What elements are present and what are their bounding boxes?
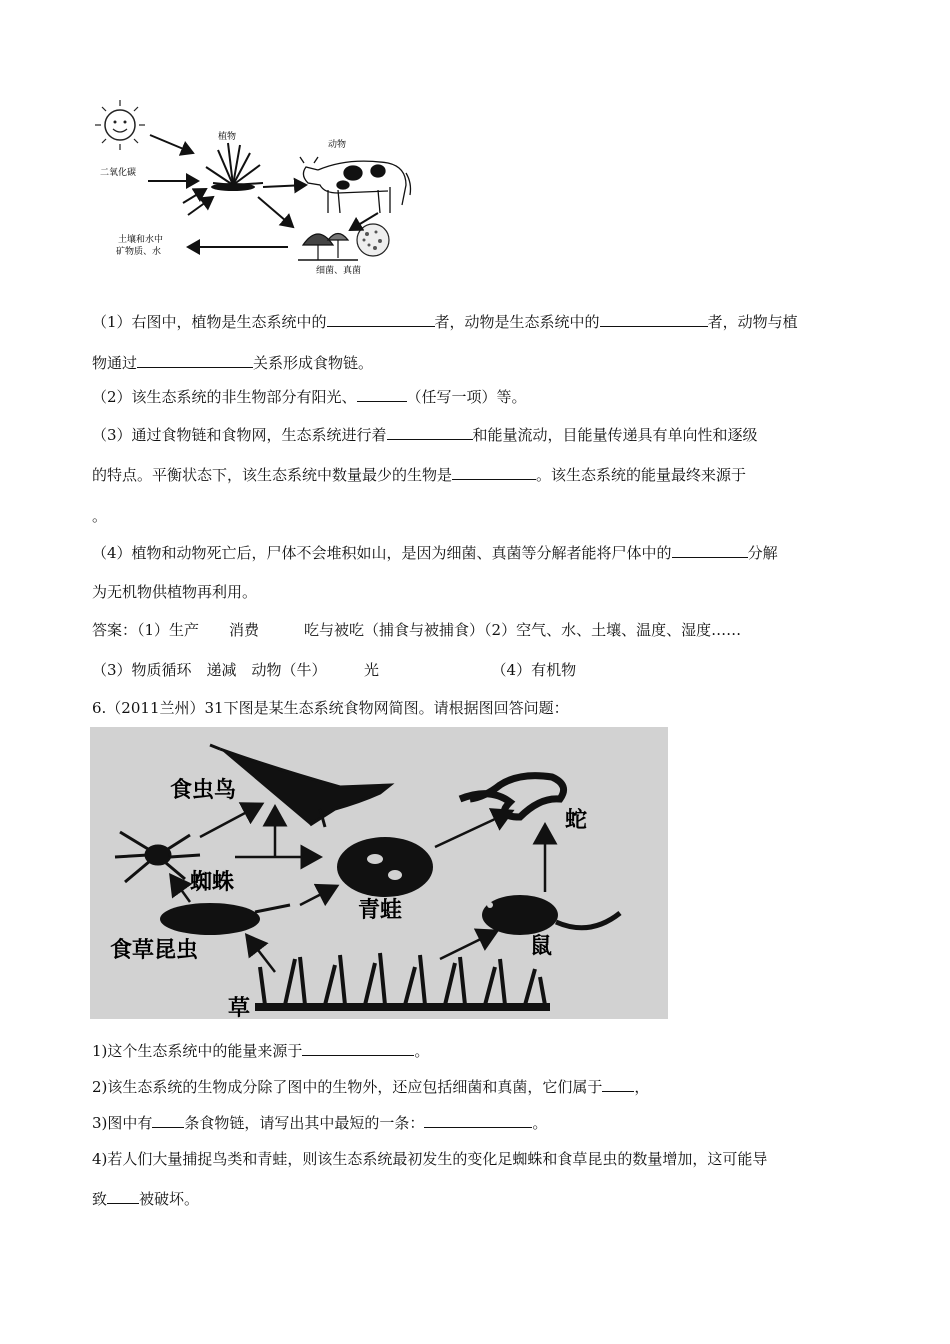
sun-icon bbox=[95, 100, 145, 150]
cow-icon bbox=[300, 157, 411, 213]
answer-blank[interactable] bbox=[302, 1040, 414, 1056]
p6-q3-text-a: 3)图中有 bbox=[92, 1114, 153, 1132]
answer-blank[interactable] bbox=[600, 311, 708, 327]
insect-label: 食草昆虫 bbox=[110, 938, 199, 963]
answer-blank[interactable] bbox=[137, 352, 253, 368]
p6-question-4-line-2 bbox=[92, 1188, 199, 1209]
animal-label: 动物 bbox=[328, 140, 347, 150]
answer-blank[interactable] bbox=[327, 311, 435, 327]
flow-arrows bbox=[148, 135, 378, 247]
question-1-line-1 bbox=[92, 311, 798, 332]
p6-q2-text-b: ， bbox=[634, 1078, 650, 1096]
answer-blank[interactable] bbox=[424, 1112, 532, 1128]
answer-line-2: （3）物质循环 递减 动物（牛） 光 （4）有机物 bbox=[92, 661, 577, 679]
answer-blank[interactable] bbox=[672, 542, 748, 558]
q2-text-b: （任写一项）等。 bbox=[406, 388, 527, 406]
bird-label: 食虫鸟 bbox=[170, 778, 237, 803]
minerals-label-2: 矿物质、水 bbox=[116, 247, 162, 257]
q1-text-c: 者，动物与植 bbox=[707, 313, 798, 331]
answer-blank[interactable] bbox=[107, 1188, 139, 1204]
q4-text-c: 为无机物供植物再利用。 bbox=[92, 583, 258, 601]
q2-text-a: （2）该生态系统的非生物部分有阳光、 bbox=[92, 388, 357, 406]
p6-q2-text-a: 2)该生态系统的生物成分除了图中的生物外，还应包括细菌和真菌，它们属于 bbox=[92, 1078, 603, 1096]
q3-text-d: 。该生态系统的能量最终来源于 bbox=[536, 466, 747, 484]
answer-blank[interactable] bbox=[387, 424, 473, 440]
p6-q1-text-b: 。 bbox=[414, 1042, 430, 1060]
p6-q1-text-a: 1)这个生态系统中的能量来源于 bbox=[92, 1042, 303, 1060]
mouse-label: 鼠 bbox=[530, 934, 553, 959]
q1-text-b: 者，动物是生态系统中的 bbox=[434, 313, 600, 331]
question-2 bbox=[92, 386, 527, 407]
q4-text-b: 分解 bbox=[747, 544, 778, 562]
food-web-figure bbox=[90, 727, 668, 1019]
snake-label: 蛇 bbox=[565, 808, 588, 833]
q1-text-a: （1）右图中，植物是生态系统中的 bbox=[92, 313, 327, 331]
answer-blank[interactable] bbox=[357, 386, 407, 402]
spider-label: 蜘蛛 bbox=[190, 870, 235, 895]
question-1-line-2 bbox=[92, 352, 373, 373]
answer-blank[interactable] bbox=[452, 464, 536, 480]
grass-label: 草 bbox=[228, 996, 251, 1019]
q3-text-e: 。 bbox=[92, 507, 108, 525]
ecosystem-cycle-figure bbox=[88, 95, 418, 275]
mushroom-icon bbox=[298, 234, 358, 261]
plant-icon bbox=[206, 143, 263, 191]
answer-line-1: 答案：（1）生产 消费 吃与被吃（捕食与被捕食）（2）空气、水、土壤、温度、湿度…… bbox=[92, 621, 742, 639]
p6-q4-text-b: 致 bbox=[92, 1190, 108, 1208]
q3-text-a: （3）通过食物链和食物网，生态系统进行着 bbox=[92, 426, 387, 444]
decomposers-label: 细菌、真菌 bbox=[316, 266, 362, 275]
answer-blank[interactable] bbox=[602, 1076, 634, 1092]
question-3-line-2 bbox=[92, 464, 746, 485]
q1-text-d: 物通过 bbox=[92, 354, 138, 372]
q3-text-b: 和能量流动，目能量传递具有单向性和逐级 bbox=[472, 426, 758, 444]
minerals-label-1: 土壤和水中 bbox=[118, 235, 164, 245]
q3-text-c: 的特点。平衡状态下，该生态系统中数量最少的生物是 bbox=[92, 466, 453, 484]
frog-label: 青蛙 bbox=[358, 898, 403, 923]
question-4-line-2 bbox=[92, 581, 257, 602]
p6-question-3 bbox=[92, 1112, 547, 1133]
p6-question-4-line-1: 4)若人们大量捕捉鸟类和青蛙，则该生态系统最初发生的变化足蜘蛛和食草昆虫的数量增加，这可能导 bbox=[92, 1150, 768, 1168]
question-3-line-3 bbox=[92, 505, 107, 526]
p6-question-1 bbox=[92, 1040, 429, 1061]
p6-question-2 bbox=[92, 1076, 649, 1097]
p6-q3-text-c: 。 bbox=[532, 1114, 548, 1132]
plant-label: 植物 bbox=[218, 132, 237, 142]
question-4-line-1 bbox=[92, 542, 778, 563]
question-3-line-1 bbox=[92, 424, 758, 445]
p6-q4-text-c: 被破坏。 bbox=[139, 1190, 200, 1208]
q4-text-a: （4）植物和动物死亡后，尸体不会堆积如山，是因为细菌、真菌等分解者能将尸体中的 bbox=[92, 544, 672, 562]
p6-q3-text-b: 条食物链，请写出其中最短的一条： bbox=[184, 1114, 425, 1132]
answer-blank[interactable] bbox=[152, 1112, 184, 1128]
bacteria-icon bbox=[357, 224, 389, 256]
problem-6-title: 6.（2011兰州）31下图是某生态系统食物网简图。请根据图回答问题： bbox=[92, 699, 569, 717]
co2-label: 二氧化碳 bbox=[100, 168, 137, 178]
q1-text-e: 关系形成食物链。 bbox=[253, 354, 374, 372]
frog-icon bbox=[337, 837, 433, 897]
